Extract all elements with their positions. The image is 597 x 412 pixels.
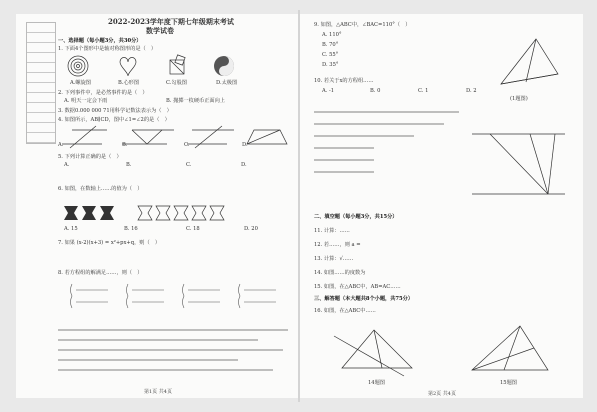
q4-label-a: A.	[58, 142, 64, 148]
question-7: 7. 如果 (x-2)(x+3) = x²+px+q，则（ ）	[58, 240, 161, 246]
q6-option-a: A. 15	[64, 226, 78, 232]
q6-option-b: B. 16	[124, 226, 138, 232]
q1-option-a: A.螺旋图	[70, 80, 91, 86]
q1-option-d: D.太极图	[216, 80, 238, 86]
question-9: 9. 如图，△ABC中，∠BAC=110°（ ）	[314, 22, 411, 28]
question-10: 10. 若关于x的方程组……	[314, 78, 374, 84]
q4-figure-b	[122, 130, 174, 144]
right-body-lines-top	[314, 108, 464, 188]
q10-option-a: A. -1	[322, 88, 335, 94]
q14-figure-caption: 14题图	[368, 380, 385, 386]
q9-option-b: B. 70°	[322, 42, 339, 48]
q2-option-b: B. 抛掷一枚硬币正面向上	[166, 98, 225, 104]
q5-option-a: A.	[64, 162, 70, 168]
exam-subtitle: 数学试卷	[146, 26, 174, 35]
q1-option-c: C.勾股图	[166, 80, 187, 86]
q15-figure	[472, 326, 548, 370]
q10-option-d: D. 2	[466, 88, 477, 94]
q9-figure	[496, 34, 566, 94]
question-5: 5. 下列计算正确的是（ ）	[58, 154, 122, 160]
q9-option-c: C. 55°	[322, 52, 339, 58]
q1-figures	[66, 54, 266, 80]
q4-figure-d	[247, 130, 287, 144]
question-6: 6. 如图，在数轴上……的值为（ ）	[58, 186, 143, 192]
q1-option-b: B.心形图	[118, 80, 140, 86]
q10-option-c: C. 1	[418, 88, 429, 94]
q14-q15-figures	[334, 324, 564, 380]
q2-option-a: A. 明天一定会下雨	[64, 98, 108, 104]
q4-figure-c	[187, 126, 234, 148]
question-3: 3. 数据0.000 000 71用科学记数法表示为（ ）	[58, 108, 172, 114]
q9-option-a: A. 110°	[322, 32, 342, 38]
q15-figure-caption: 15题图	[500, 380, 517, 386]
exam-title: 2022-2023学年度下期七年级期末考试	[108, 17, 234, 26]
exam-page-left	[16, 14, 298, 398]
left-body-lines	[58, 326, 294, 386]
question-11: 11. 计算：……	[314, 228, 350, 234]
question-4: 4. 如图所示，AB∥CD，图中∠1=∠2的是（ ）	[58, 117, 170, 123]
page-footer-right: 第2页 共4页	[428, 391, 456, 397]
heart-figure	[120, 58, 136, 77]
q14-figure	[334, 330, 412, 376]
section-two-heading: 二、填空题（每小题3分，共15分）	[314, 214, 398, 220]
q4-label-d: D.	[242, 142, 248, 148]
q9-option-d: D. 35°	[322, 62, 339, 68]
exam-page-right	[300, 14, 583, 398]
pythagoras-figure	[170, 55, 185, 74]
section-three-heading: 三、解答题（本大题共8个小题，共75分）	[314, 296, 414, 302]
taiji-figure	[214, 56, 234, 76]
q4-figure-a	[62, 126, 107, 148]
question-2: 2. 下列事件中，是必然事件的是（ ）	[58, 90, 148, 96]
question-12: 12. 若……，则 a =	[314, 242, 361, 248]
q10-figure	[470, 114, 570, 204]
question-14: 14. 如图……的度数为	[314, 270, 366, 276]
question-16: 16. 如图，在△ABC中……	[314, 308, 376, 314]
question-15: 15. 如图，在△ABC中，AB=AC……	[314, 284, 401, 290]
q6-option-c: C. 18	[186, 226, 200, 232]
question-13: 13. 计算：√……	[314, 256, 354, 262]
section-one-heading: 一、选择题（每小题3分，共30分）	[58, 38, 142, 44]
q4-figures	[62, 124, 292, 152]
q6-pattern	[64, 204, 294, 222]
q5-option-b: B.	[126, 162, 132, 168]
q4-label-c: C.	[184, 142, 190, 148]
question-1: 1. 下面4个图形中是轴对称图形的是（ ）	[58, 46, 157, 52]
question-8: 8. 若方程组的解满足……，则（ ）	[58, 270, 143, 276]
q9-figure-caption: (1题图)	[510, 96, 528, 102]
q8-systems	[68, 282, 288, 322]
q5-option-c: C.	[186, 162, 192, 168]
score-table	[26, 22, 56, 144]
page-footer-left: 第1页 共4页	[144, 389, 172, 395]
q5-option-d: D.	[241, 162, 247, 168]
q6-option-d: D. 20	[244, 226, 258, 232]
q10-option-b: B. 0	[370, 88, 381, 94]
q4-label-b: B.	[122, 142, 128, 148]
